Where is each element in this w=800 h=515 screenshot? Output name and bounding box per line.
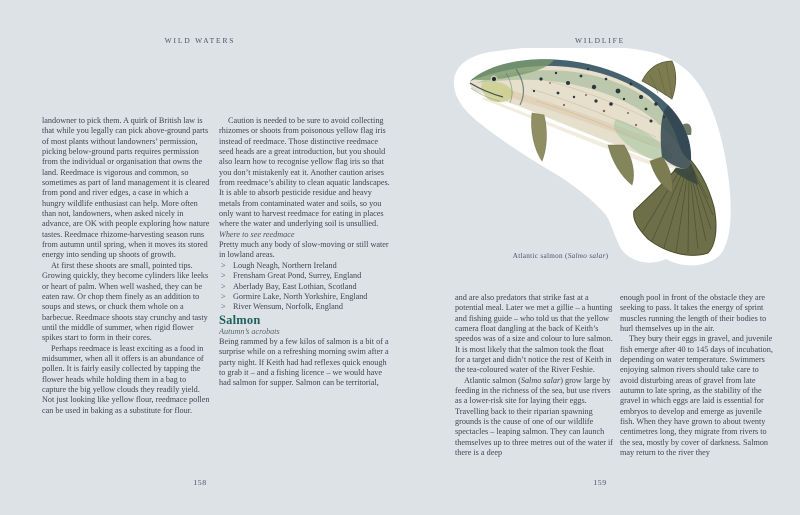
species-latin: Salmo salar	[520, 375, 561, 385]
chevron-bullet-icon: >	[221, 302, 226, 312]
list-item	[219, 261, 393, 271]
caption-text: )	[605, 252, 609, 260]
where-to-see-heading: Where to see reedmace	[219, 229, 295, 239]
page-number-left: 158	[193, 478, 207, 487]
salmon-drawing	[446, 48, 746, 270]
chevron-bullet-icon: >	[221, 271, 226, 281]
section-subtitle: Autumn’s acrobats	[219, 326, 280, 336]
paragraph: and are also predators that strike fast at a potential meal. Later we met a gillie – a hunting and fishing guide – who told us that the yellow camera float dangling at the back of Keith’s speedos was of a size and colour to lure salmon. It is most likely that the salmon took the float for a target and didn’t notice the rest of Keith in the tea-coloured water of the River Feshie.	[455, 293, 613, 375]
paragraph: Being rammed by a few kilos of salmon is a bit of a surprise while on a refreshing morning swim after a party night. If Keith had had reflexes quick enough to grab it – and a fishing licence – we would have had salmon for supper. Salmon can be territorial,	[219, 336, 389, 388]
paragraph: enough pool in front of the obstacle they are seeking to pass. It takes the energy of sprint muscles running the length of their bodies to hurl themselves up in the air.	[620, 293, 767, 334]
running-head-left: WILD WATERS	[164, 36, 236, 45]
section-heading-salmon: Salmon	[219, 312, 261, 327]
where-to-see-intro: Pretty much any body of slow-moving or still water in lowland areas.	[219, 240, 389, 260]
left-page-column-2	[219, 116, 393, 389]
list-item	[219, 292, 393, 302]
list-item-label: Aberlady Bay, East Lothian, Scotland	[233, 281, 357, 291]
location-list	[219, 261, 393, 313]
page-number-right: 159	[593, 478, 607, 487]
paragraph: They bury their eggs in gravel, and juvenile fish emerge after 40 to 145 days of incubation, depending on water temperature. Swimmers enjoying salmon rivers should take care to avoid disturbing areas of gravel from late autumn to late spring, as the stability of the gravel in which eggs are laid is essential for embryos to develop and emerge as juvenile fish. When they have grown to about twenty centimetres long, they migrate from rivers to the sea, mostly by cover of darkness. Salmon may return to the river they	[620, 334, 773, 458]
paragraph: landowner to pick them. A quirk of British law is that while you legally can pick above-ground parts of most plants without landowners’ permission, picking below-ground parts requires permission from the individual or organisation that owns the land. Reedmace is vigorous and common, so sometimes as part of land management it is cleared from pond and river edges, a case in which a hungry wildlife enthusiast can help. More often than not, landowners, when asked nicely in advance, are OK with people exploring how nature tastes. Reedmace rhizome-harvesting season runs from autumn until spring, when it moves its stored energy into sending up shoots of growth.	[42, 116, 210, 260]
paragraph-text: Atlantic salmon (	[464, 375, 521, 385]
paragraph	[455, 376, 613, 459]
caption-text: Atlantic salmon (	[512, 252, 568, 260]
paragraph-text: ) grow large by feeding in the richness of the sea, but use rivers as a lower-risk site for laying their eggs. Travelling back to their riparian spawning grounds is the cause of one of our wildlife spectacles – leaping salmon. They can launch themselves up to three metres out of the water if there is a deep	[455, 375, 614, 458]
paragraph: At first these shoots are small, pointed tips. Growing quickly, they become cylinders like leeks or heart of palm. When well washed, they can be eaten raw. Or chop them finely as an addition to soups and stews, or chuck them whole on a barbecue. Reedmace shoots stay crunchy and tasty until the middle of summer, when rigid flower spikes start to form in their cores.	[42, 260, 209, 343]
running-head-right: WILDLIFE	[574, 36, 626, 45]
atlantic-salmon-illustration	[446, 48, 746, 270]
paragraph: Caution is needed to be sure to avoid collecting rhizomes or shoots from poisonous yellow flag iris instead of reedmace. Those distinctive reedmace seed heads are a great introduction, but you should also learn how to recognise yellow flag iris so that you don’t mistakenly eat it. Another caution arises from reedmace’s ability to clean aquatic landscapes. It is able to absorb pesticide residue and heavy metals from contaminated water and soils, so you only want to harvest reedmace for eating in places where the water and underlying soil is unsullied.	[219, 116, 390, 229]
list-item-label: Frensham Great Pond, Surrey, England	[233, 271, 362, 281]
paragraph: Perhaps reedmace is least exciting as a food in midsummer, when all it offers is an abundance of pollen. It is fairly easily collected by tapping the flower heads while holding them in a bag to capture the big yellow clouds they readily yield. Not just looking like yellow flour, reedmace pollen can be used in baking as a substitute for flour.	[42, 343, 210, 415]
list-item	[219, 282, 393, 292]
caption-species-latin: Salmo salar	[567, 252, 606, 260]
chevron-bullet-icon: >	[221, 281, 226, 291]
right-page-column-2	[620, 293, 778, 459]
illustration-caption	[468, 252, 653, 260]
list-item-label: Lough Neagh, Northern Ireland	[233, 260, 337, 270]
chevron-bullet-icon: >	[221, 260, 226, 270]
list-item-label: River Wensum, Norfolk, England	[233, 302, 343, 312]
right-page-column-1	[455, 293, 613, 459]
list-item	[219, 271, 393, 281]
list-item	[219, 302, 393, 312]
list-item-label: Gormire Lake, North Yorkshire, England	[233, 291, 368, 301]
left-page-column-1	[42, 116, 210, 416]
chevron-bullet-icon: >	[221, 291, 226, 301]
